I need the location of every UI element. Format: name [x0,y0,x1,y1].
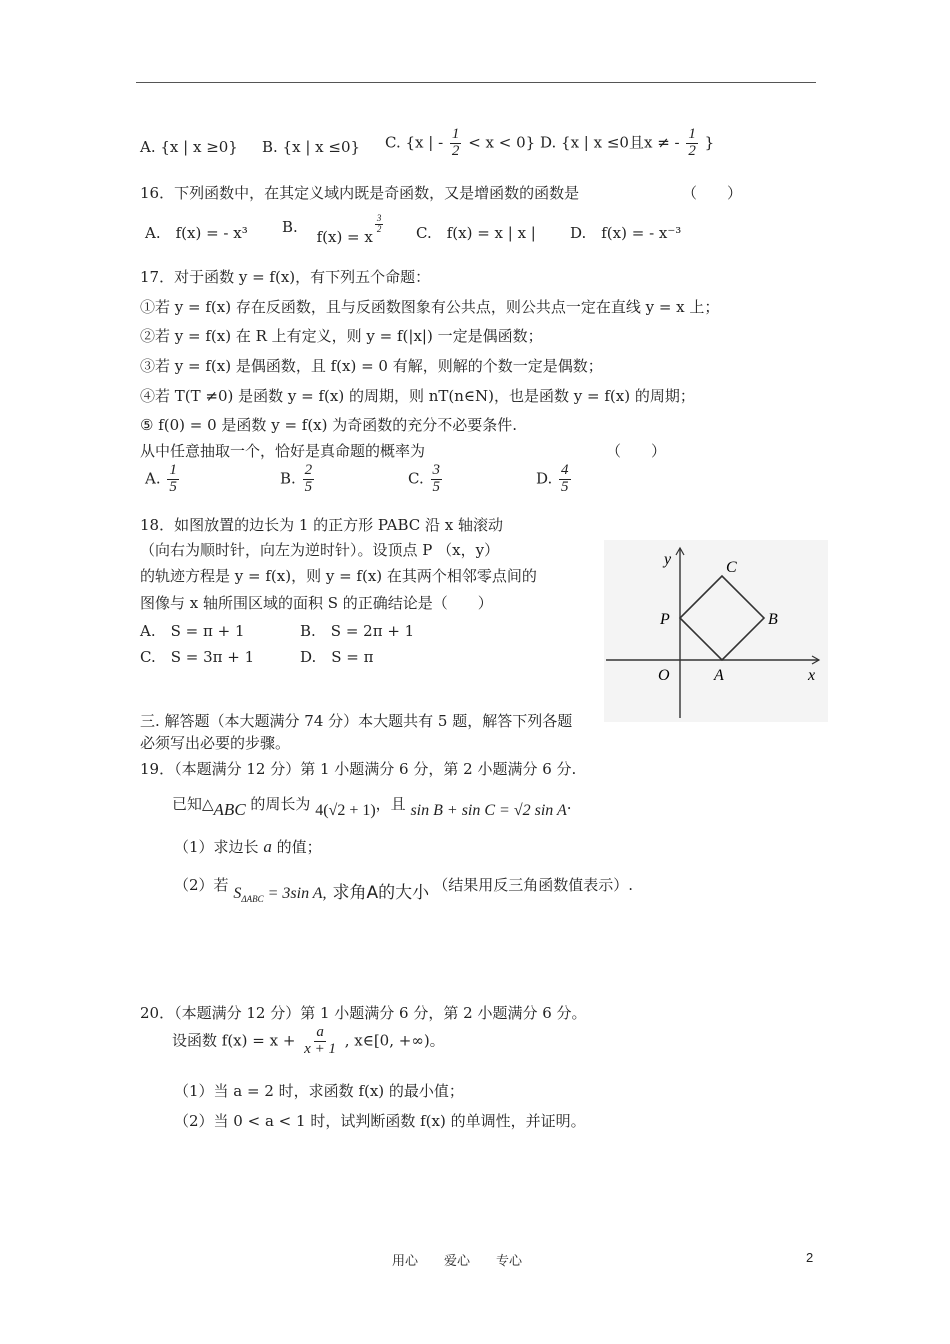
label-o: O [658,667,670,684]
q18-line-4: 图像与 x 轴所围区域的面积 S 的正确结论是（ ） [140,594,493,612]
frac-den: 5 [304,478,313,495]
q18-line-3: 的轨迹方程是 y = f(x)，则 y = f(x) 在其两个相邻零点间的 [140,567,537,585]
q19-part-1-post: 的值； [271,838,322,856]
label-y: y [664,551,672,568]
q17-option-label: B. [280,469,296,488]
frac-den: 2 [688,142,696,159]
q17-option-frac [431,463,443,496]
q15-option-c-post: < x < 0} [468,133,536,152]
frac-den: x + 1 [304,1040,336,1057]
q17-option-d [536,463,573,496]
q15-option-d [540,127,714,160]
q20-definition [172,1025,445,1058]
q19-triangle-name: ABC [213,800,246,819]
q19-given-end: . [566,795,572,813]
q17-item-2: ②若 y = f(x) 在 R 上有定义，则 y = f(|x|) 一定是偶函数； [140,327,543,345]
frac-num: 1 [169,462,177,478]
q17-option-frac [167,463,179,496]
q16-option-b-expr [316,213,386,246]
q17-option-label: D. [536,469,553,488]
q19-area-symbol: S [233,885,242,902]
label-p: P [660,611,670,628]
q18-option-c: C. S = 3π + 1 [140,648,255,666]
q20-def-frac [302,1025,338,1058]
q18-line-2: （向右为顺时针，向左为逆时针）。设顶点 P （x，y） [140,541,500,559]
q16-option-c: C. f(x) = x | x | [416,224,536,242]
q19-angle-question: 求角A的大小 [332,883,430,903]
label-a: A [714,667,724,684]
footer-slogan: 用心 爱心 专心 [392,1254,523,1269]
frac-num: 2 [304,462,313,478]
q19-given-mid: 的周长为 [245,795,316,813]
q17-option-a [145,463,181,496]
q17-option-frac [303,463,315,496]
q19-given-pre: 已知△ [172,795,214,813]
q19-part-2-note: （结果用反三角函数值表示）. [433,876,633,894]
q16-option-a: A. f(x) = - x³ [145,224,248,242]
q19-part-1-var: a [263,837,272,856]
q19-given-and: ，且 [375,795,411,813]
frac-num: 1 [451,126,460,142]
label-c: C [726,559,737,576]
q19-part-2-pre: （2）若 [174,876,234,894]
q19-given [172,793,572,819]
q16-option-b-base: f(x) = x [316,228,373,246]
q17-answer-paren: （ ） [606,442,667,460]
figure-background [604,540,828,722]
frac-num: a [316,1024,324,1040]
section3-line-2: 必须写出必要的步骤。 [140,734,291,752]
frac-num: 3 [432,462,440,478]
frac-den: 5 [561,478,569,495]
label-x: x [808,667,816,684]
q16-option-b-label: B. [282,218,298,236]
q17-stem: 17．对于函数 y = f(x)，有下列五个命题： [140,268,431,286]
frac-num: 3 [376,213,382,224]
frac-den: 5 [169,478,177,495]
q15-option-d-pre: D. {x | x ≤0且x ≠ - [540,133,680,152]
q17-option-c [408,463,444,496]
frac-den: 2 [451,142,460,159]
q16-option-b-exponent [375,214,384,234]
q15-option-d-post: } [704,133,715,152]
q16-stem: 16．下列函数中，在其定义域内既是奇函数，又是增函数的函数是 [140,184,580,202]
q19-area-equation: = 3sin A, [263,885,327,902]
q17-option-frac [559,463,571,496]
label-b: B [768,611,778,628]
q18-option-a: A. S = π + 1 [140,622,245,640]
q15-option-d-frac [686,127,698,160]
q17-option-label: A. [145,469,161,488]
q15-option-b: B. {x | x ≤0} [262,138,361,156]
q15-option-a: A. {x | x ≥0} [140,138,238,156]
q16-option-b [282,213,385,246]
q19-sine-equation: sin B + sin C = √2 sin A [410,802,567,819]
section3-line-1: 三. 解答题（本大题满分 74 分）本大题共有 5 题，解答下列各题 [140,712,573,730]
q18-option-d: D. S = π [300,648,374,666]
q15-option-c [385,127,535,160]
q15-option-c-frac [450,127,462,160]
q17-option-label: C. [408,469,424,488]
q19-part-1-pre: （1）求边长 [174,838,264,856]
header-rule [136,82,816,83]
q19-perimeter: 4(√2 + 1) [315,802,376,819]
q19-part-1 [174,836,322,857]
q20-head: 20．（本题满分 12 分）第 1 小题满分 6 分，第 2 小题满分 6 分。 [140,1004,587,1022]
q19-head: 19．（本题满分 12 分）第 1 小题满分 6 分，第 2 小题满分 6 分. [140,760,577,778]
page-number: 2 [806,1250,814,1265]
q19-area-subscript: ΔABC [241,894,264,904]
q16-option-d: D. f(x) = - x⁻³ [570,224,682,242]
q17-question: 从中任意抽取一个，恰好是真命题的概率为 [140,442,426,460]
q16-answer-paren: （ ） [682,184,743,202]
q17-item-5: ⑤ f(0) = 0 是函数 y = f(x) 为奇函数的充分不必要条件. [140,416,518,434]
q20-def-post: , x∈[0, +∞)。 [344,1031,445,1050]
frac-num: 4 [561,462,569,478]
q17-item-3: ③若 y = f(x) 是偶函数，且 f(x) = 0 有解，则解的个数一定是偶数； [140,357,603,375]
q17-option-b [280,463,316,496]
frac-den: 5 [432,478,440,495]
q18-line-1: 18．如图放置的边长为 1 的正方形 PABC 沿 x 轴滚动 [140,516,504,534]
q20-part-2: （2）当 0 < a < 1 时，试判断函数 f(x) 的单调性，并证明。 [174,1112,586,1130]
q20-def-pre: 设函数 f(x) = x + [172,1031,296,1050]
q15-option-c-pre: C. {x | - [385,133,444,152]
q17-item-4: ④若 T(T ≠0) 是函数 y = f(x) 的周期，则 nT(n∈N)，也是函数 y = f(x) 的周期； [140,387,695,405]
q18-square-figure [604,540,828,722]
frac-num: 1 [688,126,696,142]
q17-item-1: ①若 y = f(x) 存在反函数，且与反函数图象有公共点，则公共点一定在直线 y = x 上； [140,298,720,316]
frac-den: 2 [376,223,382,234]
q20-part-1: （1）当 a = 2 时，求函数 f(x) 的最小值； [174,1082,464,1100]
q18-option-b: B. S = 2π + 1 [300,622,415,640]
